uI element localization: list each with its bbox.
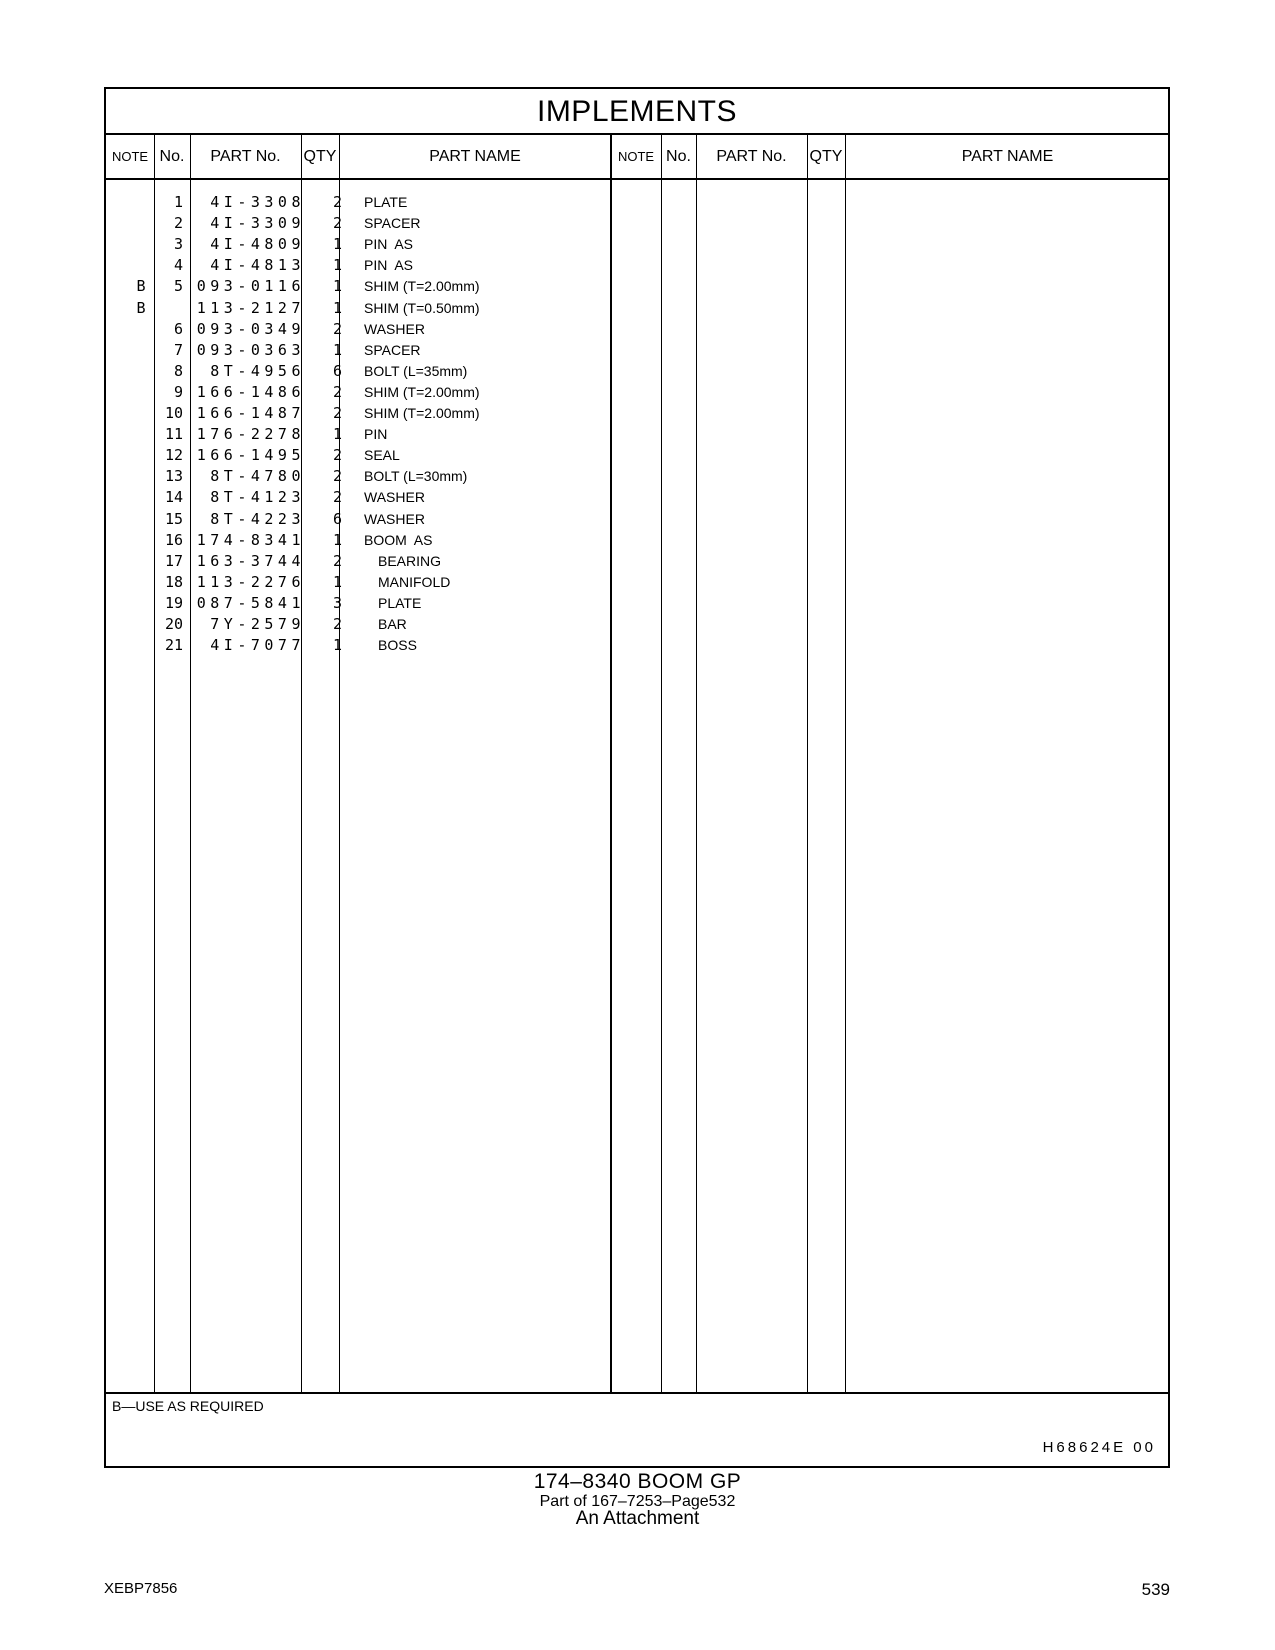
row-number: 5 bbox=[173, 277, 183, 296]
row-note: B bbox=[136, 277, 146, 296]
parts-table bbox=[104, 87, 1170, 1468]
row-number: 12 bbox=[164, 446, 183, 465]
row-quantity: 2 bbox=[332, 319, 342, 338]
row-part-number: 166-1487 bbox=[196, 404, 305, 422]
row-quantity: 1 bbox=[332, 636, 342, 655]
row-quantity: 1 bbox=[332, 256, 342, 275]
table-row bbox=[106, 634, 611, 656]
table-title: IMPLEMENTS bbox=[106, 89, 1168, 135]
header-qty-right: QTY bbox=[809, 148, 843, 165]
table-row bbox=[106, 381, 611, 403]
table-row bbox=[106, 444, 611, 466]
row-quantity: 2 bbox=[332, 404, 342, 422]
row-quantity: 1 bbox=[332, 425, 342, 444]
header-part-no: PART No. bbox=[210, 148, 281, 165]
row-number: 3 bbox=[173, 235, 183, 254]
row-part-name: SEAL bbox=[364, 447, 400, 464]
row-part-number: 4I-7077 bbox=[210, 636, 305, 655]
row-quantity: 1 bbox=[332, 298, 342, 317]
table-row bbox=[106, 508, 611, 530]
row-part-number: 166-1486 bbox=[196, 382, 305, 401]
row-quantity: 6 bbox=[332, 509, 342, 528]
row-part-name: MANIFOLD bbox=[378, 573, 451, 590]
row-quantity: 2 bbox=[332, 382, 342, 401]
row-quantity: 1 bbox=[332, 340, 342, 359]
row-part-name: PIN bbox=[364, 426, 388, 443]
row-part-name: BAR bbox=[378, 616, 407, 632]
table-body bbox=[106, 180, 1168, 1392]
row-part-name: SHIM (T=2.00mm) bbox=[364, 405, 480, 421]
row-quantity: 1 bbox=[332, 530, 342, 549]
document-id: XEBP7856 bbox=[104, 1580, 178, 1597]
row-number: 6 bbox=[173, 319, 183, 338]
table-row bbox=[106, 592, 611, 614]
row-number: 1 bbox=[173, 193, 183, 211]
row-part-number: 166-1495 bbox=[196, 446, 305, 465]
row-number: 20 bbox=[164, 615, 183, 633]
row-part-number: 087-5841 bbox=[196, 593, 305, 612]
row-number: 11 bbox=[164, 425, 183, 444]
row-quantity: 2 bbox=[332, 615, 342, 633]
row-part-number: 093-0363 bbox=[196, 340, 305, 359]
row-quantity: 2 bbox=[332, 488, 342, 507]
row-note: B bbox=[136, 298, 146, 317]
row-number: 2 bbox=[173, 214, 183, 233]
table-row bbox=[106, 423, 611, 445]
row-part-name: SHIM (T=2.00mm) bbox=[364, 278, 480, 295]
caption-note: An Attachment bbox=[575, 1508, 700, 1529]
table-row bbox=[106, 486, 611, 508]
row-part-number: 163-3744 bbox=[196, 551, 305, 570]
header-part-no-right: PART No. bbox=[716, 148, 787, 165]
row-part-number: 4I-4809 bbox=[210, 235, 305, 254]
row-part-name: WASHER bbox=[364, 320, 425, 337]
row-quantity: 2 bbox=[332, 193, 342, 211]
footnote: B—USE AS REQUIRED bbox=[112, 1398, 264, 1414]
row-part-number: 093-0116 bbox=[196, 277, 305, 296]
row-quantity: 2 bbox=[332, 467, 342, 486]
header-no-right: No. bbox=[666, 148, 691, 165]
row-part-number: 8T-4223 bbox=[210, 509, 305, 528]
row-quantity: 2 bbox=[332, 551, 342, 570]
table-row bbox=[106, 550, 611, 572]
row-part-number: 4I-4813 bbox=[210, 256, 305, 275]
table-row bbox=[106, 402, 611, 424]
header-note-right: NOTE bbox=[617, 149, 655, 164]
row-number: 8 bbox=[173, 361, 183, 380]
table-row bbox=[106, 233, 611, 255]
row-part-name: PLATE bbox=[378, 594, 422, 611]
row-part-number: 093-0349 bbox=[196, 319, 305, 338]
row-number: 9 bbox=[173, 382, 183, 401]
row-part-number: 8T-4123 bbox=[210, 488, 305, 507]
table-row bbox=[106, 465, 611, 487]
header-part-name: PART NAME bbox=[429, 148, 521, 165]
table-row bbox=[106, 571, 611, 593]
page-number: 539 bbox=[1141, 1580, 1170, 1599]
row-number: 21 bbox=[164, 636, 183, 655]
table-row bbox=[106, 318, 611, 340]
header-part-name-right: PART NAME bbox=[961, 148, 1054, 165]
row-number: 10 bbox=[164, 404, 183, 422]
table-row bbox=[106, 297, 611, 319]
table-row bbox=[106, 212, 611, 234]
row-part-name: PIN AS bbox=[364, 257, 414, 274]
table-row bbox=[106, 191, 611, 213]
row-part-number: 8T-4780 bbox=[210, 467, 305, 486]
row-number: 16 bbox=[164, 530, 183, 549]
reference-code: H68624E 00 bbox=[1042, 1439, 1156, 1456]
row-number: 14 bbox=[164, 488, 183, 507]
row-part-number: 8T-4956 bbox=[210, 361, 305, 380]
row-part-name: PLATE bbox=[364, 194, 408, 210]
table-row bbox=[106, 613, 611, 635]
row-part-number: 7Y-2579 bbox=[210, 615, 305, 633]
table-row bbox=[106, 254, 611, 276]
footer-divider bbox=[106, 1392, 1168, 1394]
row-part-name: BEARING bbox=[378, 552, 442, 569]
row-number: 7 bbox=[173, 340, 183, 359]
row-part-name: SPACER bbox=[364, 341, 421, 358]
row-part-name: BOLT (L=30mm) bbox=[364, 468, 468, 485]
caption-subtitle: Part of 167–7253–Page532 bbox=[539, 1493, 736, 1510]
row-part-name: SHIM (T=2.00mm) bbox=[364, 383, 480, 400]
row-quantity: 1 bbox=[332, 572, 342, 591]
row-number: 15 bbox=[164, 509, 183, 528]
row-part-name: BOOM AS bbox=[364, 531, 433, 548]
header-row bbox=[106, 135, 1168, 180]
row-part-name: BOSS bbox=[378, 637, 417, 654]
row-part-name: PIN AS bbox=[364, 236, 414, 253]
row-part-name: WASHER bbox=[364, 489, 425, 506]
row-quantity: 2 bbox=[332, 446, 342, 465]
row-quantity: 2 bbox=[332, 214, 342, 233]
row-quantity: 6 bbox=[332, 361, 342, 380]
row-part-name: SHIM (T=0.50mm) bbox=[364, 299, 480, 316]
table-row bbox=[106, 360, 611, 382]
row-number: 13 bbox=[164, 467, 183, 486]
row-part-number: 113-2127 bbox=[196, 298, 305, 317]
caption-title: 174–8340 BOOM GP bbox=[533, 1470, 742, 1493]
header-note: NOTE bbox=[111, 149, 149, 164]
table-row bbox=[106, 529, 611, 551]
row-quantity: 1 bbox=[332, 277, 342, 296]
row-part-name: WASHER bbox=[364, 510, 425, 527]
row-part-number: 4I-3309 bbox=[210, 214, 305, 233]
row-part-number: 174-8341 bbox=[196, 530, 305, 549]
row-number: 4 bbox=[173, 256, 183, 275]
row-part-number: 4I-3308 bbox=[210, 193, 305, 211]
row-quantity: 1 bbox=[332, 235, 342, 254]
row-part-name: BOLT (L=35mm) bbox=[364, 362, 468, 379]
row-number: 19 bbox=[164, 593, 183, 612]
caption bbox=[0, 1471, 1275, 1528]
row-part-number: 113-2276 bbox=[196, 572, 305, 591]
row-part-name: SPACER bbox=[364, 215, 421, 232]
row-number: 17 bbox=[164, 551, 183, 570]
table-row bbox=[106, 275, 611, 297]
header-qty: QTY bbox=[303, 148, 337, 165]
row-number: 18 bbox=[164, 572, 183, 591]
row-part-number: 176-2278 bbox=[196, 425, 305, 444]
table-row bbox=[106, 339, 611, 361]
row-quantity: 3 bbox=[332, 593, 342, 612]
header-no: No. bbox=[159, 148, 185, 165]
